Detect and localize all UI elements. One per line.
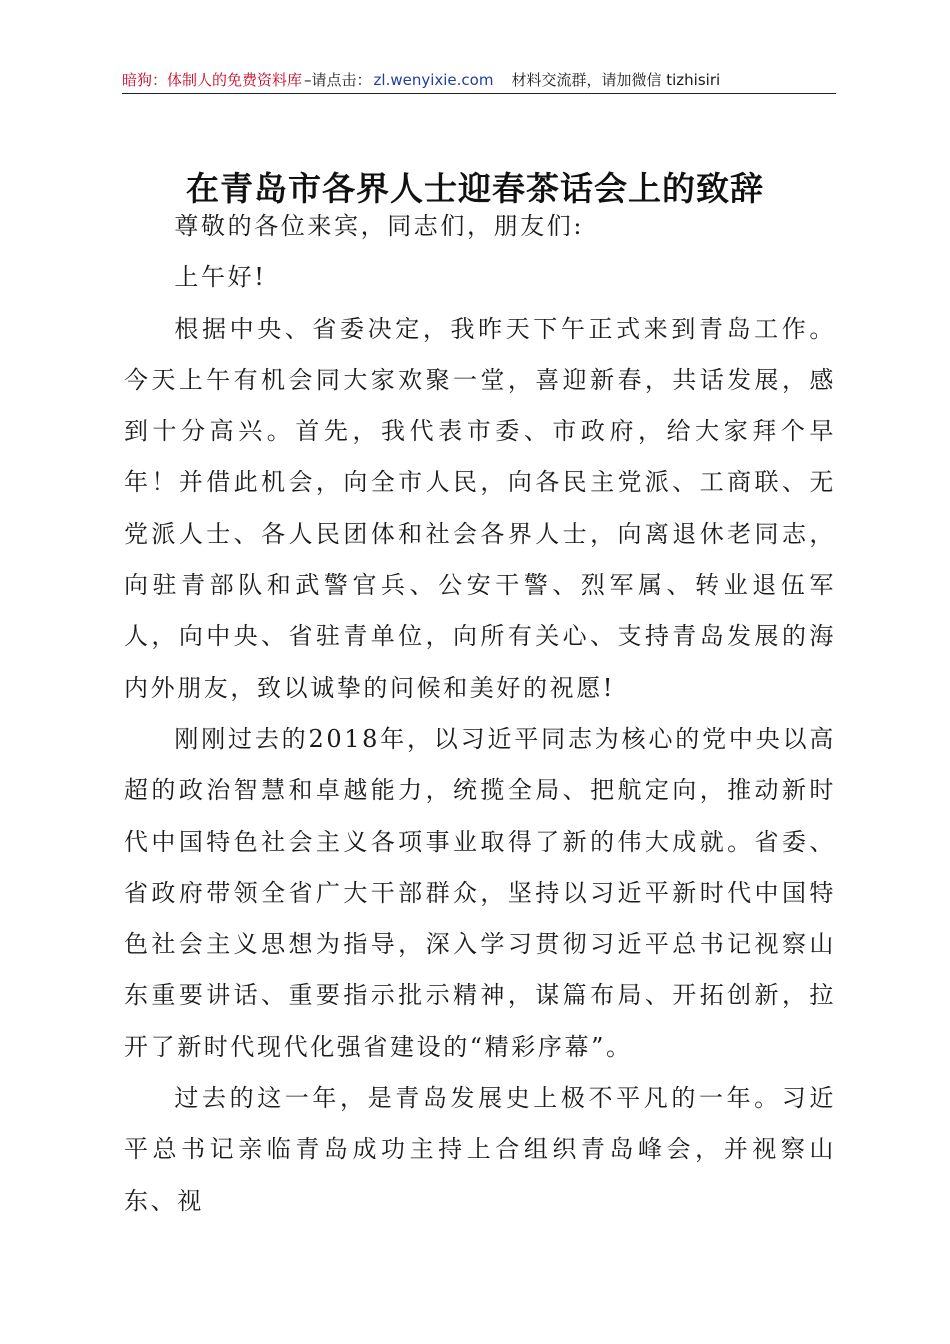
document-body	[124, 201, 836, 1227]
body-paragraph: 过去的这一年，是青岛发展史上极不平凡的一年。习近平总书记亲临青岛成功主持上合组织青岛峰会，并视察山东、视	[124, 1084, 836, 1215]
body-paragraph: 根据中央、省委决定，我昨天下午正式来到青岛工作。今天上午有机会同大家欢聚一堂，喜迎新春，共话发展，感到十分高兴。首先，我代表市委、市政府，给大家拜个早年！并借此机会，向全市人民，向各民主党派、工商联、无党派人士、各人民团体和社会各界人士，向离退休老同志，向驻青部队和武警官兵、公安干警、烈军属、转业退伍军人，向中央、省驻青单位，向所有关心、支持青岛发展的海内外朋友，致以诚挚的问候和美好的祝愿!	[124, 314, 836, 702]
header-click-prompt: –请点击：	[304, 71, 372, 89]
page-header	[122, 68, 836, 92]
header-wechat-note: 材料交流群，请加微信 tizhisiri	[511, 71, 721, 89]
header-promo-text: 暗狗：体制人的免费资料库	[122, 71, 303, 89]
salutation-paragraph: 尊敬的各位来宾，同志们，朋友们:	[174, 212, 585, 240]
greeting-paragraph: 上午好!	[174, 263, 267, 292]
header-divider	[122, 93, 836, 94]
body-paragraph: 刚刚过去的2018年，以习近平同志为核心的党中央以高超的政治智慧和卓越能力，统揽全局、把航定向，推动新时代中国特色社会主义各项事业取得了新的伟大成就。省委、省政府带领全省广大干部群众，坚持以习近平新时代中国特色社会主义思想为指导，深入学习贯彻习近平总书记视察山东重要讲话、重要指示批示精神，谋篇布局、开拓创新，拉开了新时代现代化强省建设的“精彩序幕”。	[124, 724, 836, 1061]
document-title: 在青岛市各界人士迎春茶话会上的致辞	[186, 169, 764, 209]
header-website-link[interactable]: zl.wenyixie.com	[373, 71, 494, 89]
